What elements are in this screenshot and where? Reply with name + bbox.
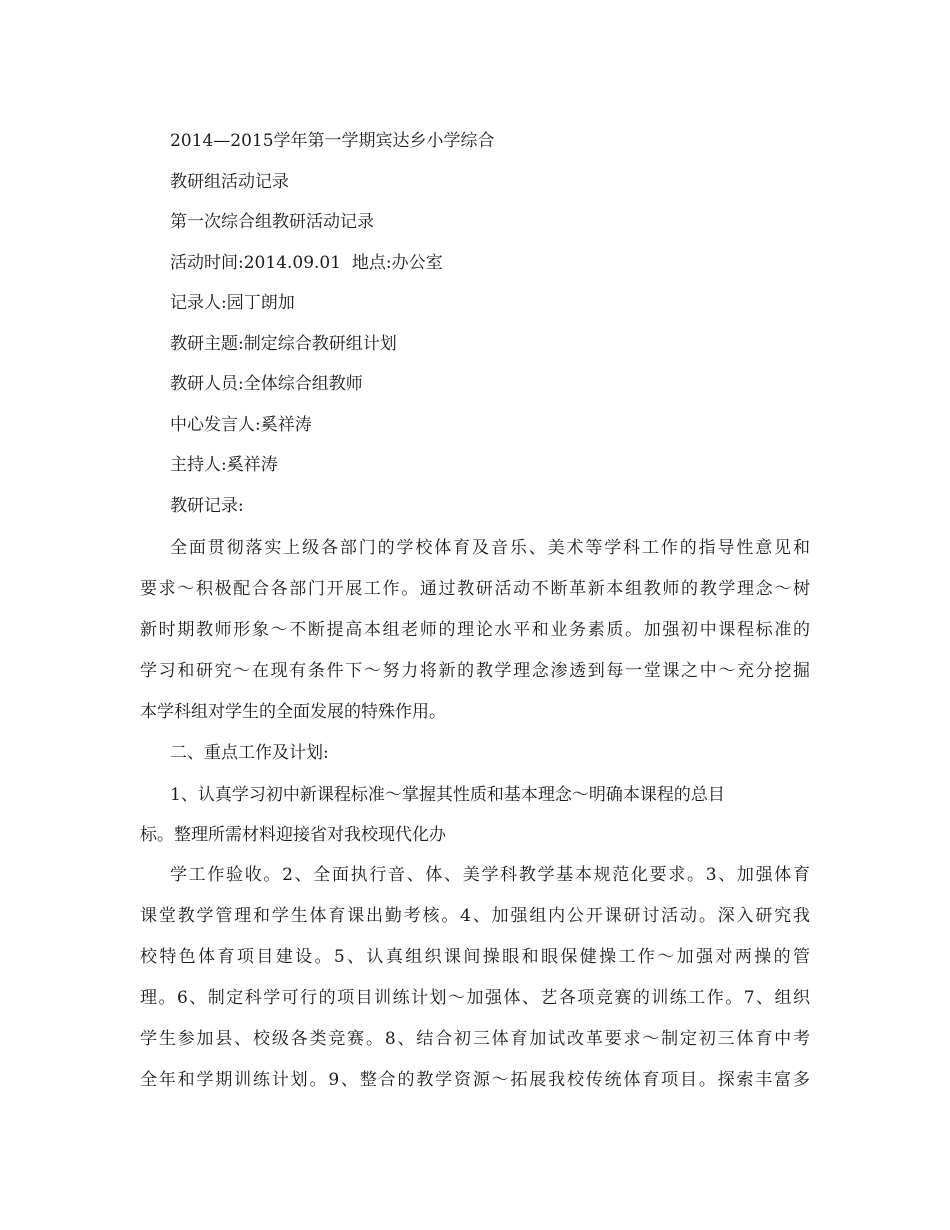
title-line-2: 教研组活动记录 [170,172,289,192]
paragraph-line: 要求～积极配合各部门开展工作。通过教研活动不断革新本组教师的教学理念～树 [140,579,810,599]
subtitle: 第一次综合组教研活动记录 [170,212,374,232]
paragraph-line: 本学科组对学生的全面发展的特殊作用。 [140,702,446,722]
paragraph-line: 课堂教学管理和学生体育课出勤考核。4、加强组内公开课研讨活动。深入研究我 [140,906,810,926]
paragraph-line: 学工作验收。2、全面执行音、体、美学科教学基本规范化要求。3、加强体育 [170,865,810,885]
list-item: 1、认真学习初中新课程标准～掌握其性质和基本理念～明确本课程的总目 [170,785,725,805]
paragraph-line: 理。6、制定科学可行的项目训练计划～加强体、艺各项竞赛的训练工作。7、组织 [140,988,810,1008]
paragraph-line: 学习和研究～在现有条件下～努力将新的教学理念渗透到每一堂课之中～充分挖掘 [140,661,810,681]
paragraph-line: 学生参加县、校级各类竞赛。8、结合初三体育加试改革要求～制定初三体育中考 [140,1029,810,1049]
theme: 教研主题:制定综合教研组计划 [170,334,397,354]
title-line-1: 2014—2015学年第一学期宾达乡小学综合 [170,131,495,151]
record-label: 教研记录: [170,496,244,516]
list-item: 标。整理所需材料迎接省对我校现代化办 [140,825,446,845]
paragraph-line: 新时期教师形象～不断提高本组老师的理论水平和业务素质。加强初中课程标准的 [140,620,810,640]
paragraph-line: 全面贯彻落实上级各部门的学校体育及音乐、美术等学科工作的指导性意见和 [170,538,810,558]
time-place: 活动时间:2014.09.01 地点:办公室 [170,253,443,273]
speaker: 中心发言人:奚祥涛 [170,415,312,435]
section-heading: 二、重点工作及计划: [170,743,329,763]
paragraph-line: 全年和学期训练计划。9、整合的教学资源～拓展我校传统体育项目。探索丰富多 [140,1070,810,1090]
recorder: 记录人:园丁朗加 [170,293,295,313]
paragraph-line: 校特色体育项目建设。5、认真组织课间操眼和眼保健操工作～加强对两操的管 [140,947,810,967]
host: 主持人:奚祥涛 [170,455,278,475]
participants: 教研人员:全体综合组教师 [170,374,363,394]
